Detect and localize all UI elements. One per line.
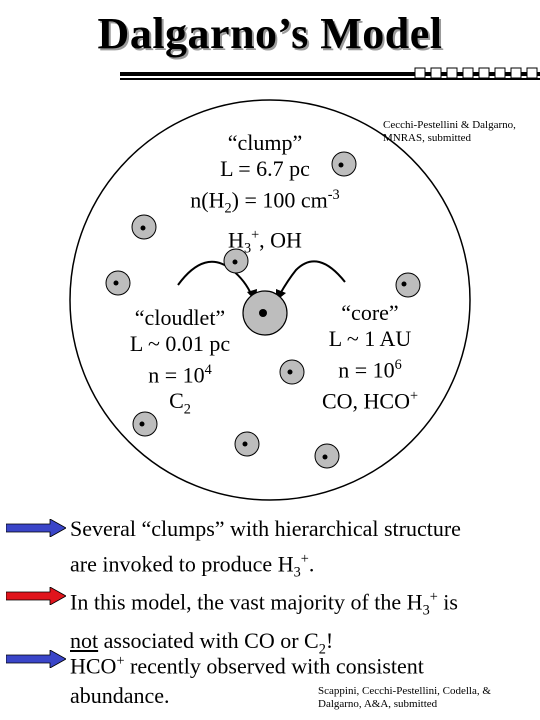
clump-name: “clump” bbox=[227, 130, 303, 155]
clump-density: $n(H_2) = 100$ $cm^{-3}$ bbox=[190, 187, 340, 217]
bullet-arrow-1 bbox=[6, 519, 66, 537]
core-dot bbox=[259, 309, 267, 317]
bullet-3: HCO+ recently observed with consistent abundance. bbox=[70, 653, 424, 709]
clump-label bbox=[170, 130, 360, 261]
citation-top: Cecchi-Pestellini & Dalgarno, MNRAS, submitted bbox=[383, 119, 516, 144]
citation-bottom: Scappini, Cecchi-Pestellini, Codella, & Dalgarno, A&A, submitted bbox=[318, 685, 491, 710]
bullet-1: Several “clumps” with hierarchical structure are invoked to produce $H_3^+$. bbox=[70, 516, 461, 581]
clump-size: L = 6.7 pc bbox=[220, 156, 310, 181]
cloudlet-name: “cloudlet” bbox=[134, 305, 226, 330]
cloudlet-density: $n = 10^4$ bbox=[148, 362, 212, 388]
core-species: CO, HCO+ bbox=[321, 388, 419, 414]
cloudlet-size: L ~ 0.01 pc bbox=[129, 331, 231, 356]
cloudlet-species: $C_2$ bbox=[169, 388, 191, 418]
cloudlet-label bbox=[100, 305, 260, 423]
core-label bbox=[300, 300, 440, 415]
curved-arrow-right bbox=[280, 261, 345, 294]
core-density: $n = 10^6$ bbox=[338, 357, 402, 383]
clump-species: $H_3^+$, OH bbox=[228, 226, 302, 257]
core-size: L ~ 1 AU bbox=[328, 326, 412, 351]
bullet-arrow-3 bbox=[6, 650, 66, 668]
core-name: “core” bbox=[341, 300, 399, 325]
slide-title: Dalgarno’s Model bbox=[97, 9, 443, 58]
bullet-arrow-2 bbox=[6, 587, 66, 605]
bullet-2: In this model, the vast majority of the $H_3^+$ is not associated with CO or $C_2$! bbox=[70, 589, 458, 658]
